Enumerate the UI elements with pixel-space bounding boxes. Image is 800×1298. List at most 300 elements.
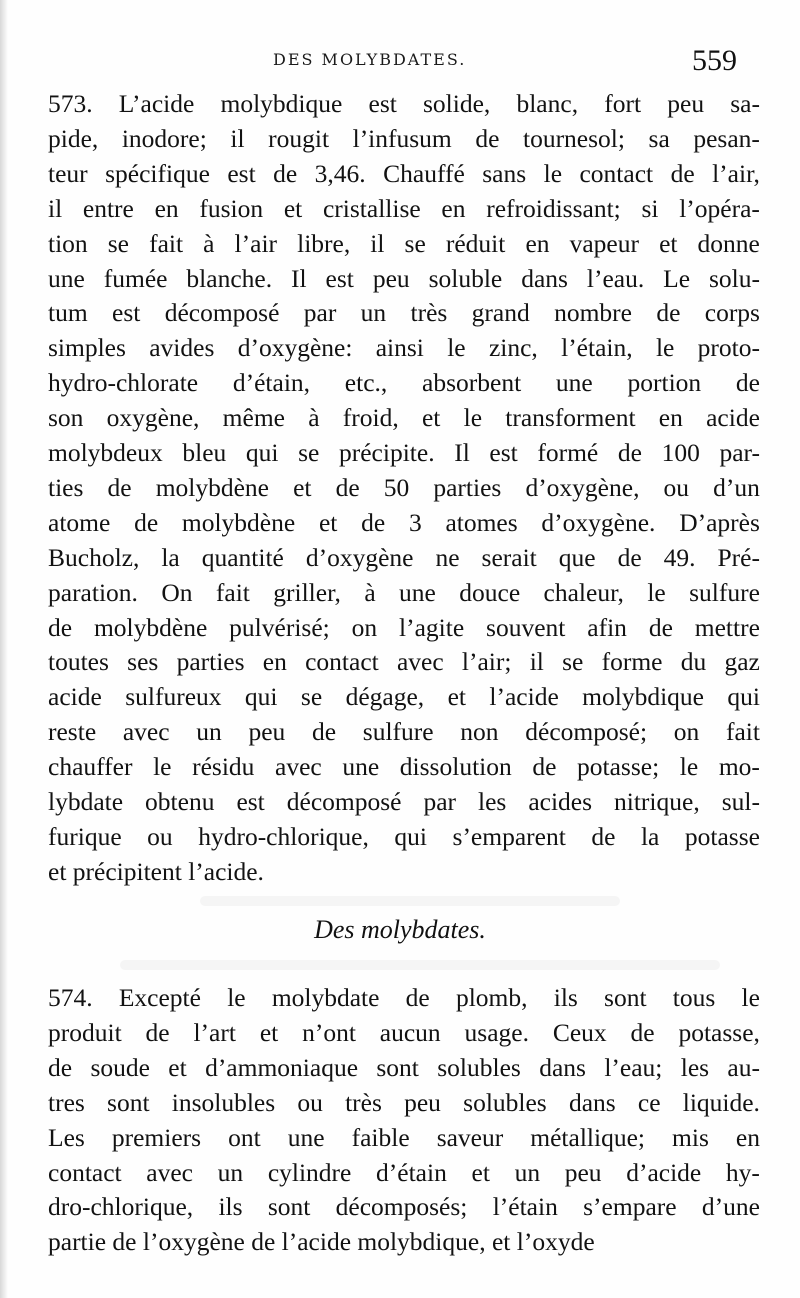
word: de <box>656 298 681 328</box>
word: par <box>423 787 457 816</box>
word: de <box>361 507 386 537</box>
word: 574. <box>48 983 93 1012</box>
word: de <box>335 472 360 502</box>
word: et <box>318 507 338 537</box>
word: Il <box>454 438 470 467</box>
word: parties <box>433 472 502 502</box>
word: de <box>48 1052 73 1082</box>
word: par <box>303 298 337 328</box>
word: teur <box>48 158 88 188</box>
word: reste <box>48 717 97 747</box>
word: tres <box>48 1087 85 1117</box>
word: il <box>370 228 385 258</box>
word: afin <box>587 612 627 642</box>
word: sul- <box>721 787 760 816</box>
word: une <box>287 1122 325 1152</box>
word: peu <box>667 89 705 118</box>
word: s’empare <box>583 1192 677 1222</box>
word: 50 <box>383 472 410 502</box>
word: avec <box>122 717 170 747</box>
word: pulvérisé; <box>229 612 330 642</box>
word: contact <box>579 158 654 188</box>
word: l’infusum <box>352 123 452 153</box>
text-line <box>48 784 760 820</box>
word: et <box>293 472 312 502</box>
word: griller, <box>273 577 341 607</box>
word: 49. <box>663 542 696 572</box>
word: se <box>298 438 320 467</box>
word: très <box>410 298 448 328</box>
word: paration. <box>48 577 138 607</box>
word: libre, <box>297 228 351 258</box>
word: douce <box>459 577 521 607</box>
word: soude <box>90 1052 150 1082</box>
text-line <box>48 1015 760 1051</box>
word: est <box>227 158 256 188</box>
text-line: et précipitent l’acide. <box>48 856 264 886</box>
word: dro-chlorique, <box>48 1192 194 1222</box>
word: une <box>399 577 436 607</box>
word: de <box>48 612 73 642</box>
word: usage. <box>464 1017 529 1047</box>
word: simples <box>48 333 126 363</box>
word: rougit <box>268 123 330 153</box>
bleed-through-ghost-text <box>120 960 720 970</box>
word: hy- <box>725 1157 760 1187</box>
word: dans <box>568 1087 616 1117</box>
word: mo- <box>718 752 760 782</box>
word: l’air; <box>461 647 512 677</box>
page-header <box>0 44 800 84</box>
word: contact <box>305 647 379 677</box>
text-line <box>48 226 760 262</box>
word: le <box>153 752 172 782</box>
word: l’air, <box>712 158 760 188</box>
word: avides <box>149 333 215 363</box>
word: peu <box>248 717 286 747</box>
word: le <box>655 333 675 363</box>
word: ou <box>663 472 690 502</box>
word: faible <box>351 1122 410 1152</box>
word: 3,46. <box>314 158 366 188</box>
running-head: DES MOLYBDATES. <box>273 50 467 69</box>
word: décomposé; <box>525 717 648 747</box>
word: sa- <box>730 89 760 118</box>
word: l’agite <box>399 612 465 642</box>
word: corps <box>704 298 760 328</box>
text-line <box>48 749 760 785</box>
word: en <box>735 1122 760 1152</box>
text-line <box>48 1120 760 1156</box>
word: précipite. <box>339 438 435 467</box>
word: pide, <box>48 123 99 153</box>
word: d’oxygène: <box>237 333 353 363</box>
word: aucun <box>379 1017 441 1047</box>
word: décomposé <box>164 298 280 328</box>
word: fort <box>604 89 642 118</box>
word: en <box>441 193 466 223</box>
word: cristallise <box>322 193 421 223</box>
text-line <box>48 191 760 227</box>
text-line <box>48 714 760 750</box>
text-line <box>48 644 760 680</box>
word: tous <box>672 983 716 1012</box>
word: un <box>196 717 222 747</box>
word: atomes <box>445 507 518 537</box>
word: décomposés; <box>335 1192 468 1222</box>
word: insolubles <box>171 1087 276 1117</box>
word: tum <box>48 298 88 328</box>
word: l’étain <box>492 1192 558 1222</box>
word: absorbent <box>422 368 522 398</box>
word: molybdique <box>220 89 343 118</box>
word: gaz <box>724 647 760 677</box>
word: solubles <box>463 1087 547 1117</box>
text-line <box>48 1155 760 1191</box>
word: l’eau; <box>604 1052 663 1082</box>
word: et <box>659 228 678 258</box>
word: ou <box>147 821 173 851</box>
word: hydro-chlorique, <box>198 821 369 851</box>
text-line <box>48 610 760 646</box>
word: de <box>273 158 298 188</box>
word: d’ammoniaque <box>205 1052 359 1082</box>
word: dégage, <box>345 682 425 712</box>
word: décomposé <box>286 787 402 816</box>
word: Chauffé <box>383 158 465 188</box>
word: Pré- <box>717 542 760 572</box>
word: non <box>460 717 499 747</box>
word: ties <box>48 472 84 502</box>
text-line <box>48 1085 760 1121</box>
word: fumée <box>103 263 168 293</box>
word: obtenu <box>145 787 215 816</box>
word: Les <box>48 1122 85 1152</box>
word: d’oxygène. <box>541 507 656 537</box>
word: en <box>154 193 179 223</box>
word: sont <box>376 1052 419 1082</box>
word: premiers <box>111 1122 202 1152</box>
text-line: partie de l’oxygène de l’acide molybdique, et l’oxyde <box>48 1227 595 1257</box>
word: d’oxygène, <box>525 472 640 502</box>
word: d’oxygène <box>305 542 414 572</box>
text-line <box>48 435 760 471</box>
word: sont <box>107 1087 150 1117</box>
text-line <box>48 505 760 541</box>
word: ses <box>127 647 159 677</box>
word: avec <box>396 647 444 677</box>
word: s’emparent <box>452 821 566 851</box>
word: de <box>475 123 500 153</box>
word: de <box>591 821 616 851</box>
word: la <box>161 542 180 572</box>
word: il <box>529 647 544 677</box>
word: dans <box>539 1052 586 1082</box>
word: plomb, <box>455 983 528 1012</box>
word: Excepté <box>118 983 201 1012</box>
word: tion <box>48 228 88 258</box>
word: molybdène <box>155 472 269 502</box>
word: potasse; <box>577 752 660 782</box>
word: zinc, <box>488 333 538 363</box>
word: 3 <box>408 507 422 537</box>
word: saveur <box>436 1122 504 1152</box>
word: le <box>463 403 483 433</box>
word: en <box>525 228 550 258</box>
word: à <box>203 228 215 258</box>
text-line <box>48 470 760 506</box>
word: inodore; <box>121 123 207 153</box>
word: une <box>555 368 593 398</box>
word: peu <box>372 263 410 293</box>
word: sans <box>482 158 527 188</box>
text-line <box>48 980 760 1016</box>
text-line <box>48 330 760 366</box>
word: du <box>680 647 707 677</box>
word: l’acide <box>489 682 559 712</box>
word: molybdate <box>271 983 380 1012</box>
word: d’un <box>713 472 760 502</box>
word: même <box>222 403 285 433</box>
word: le <box>543 158 563 188</box>
word: sa <box>648 123 670 153</box>
word: chaleur, <box>543 577 624 607</box>
word: solide, <box>423 89 491 118</box>
word: est <box>236 787 265 816</box>
word: Il <box>291 263 307 293</box>
word: de <box>735 368 760 398</box>
word: L’acide <box>118 89 195 118</box>
text-line <box>48 365 760 401</box>
word: solu- <box>709 263 760 293</box>
word: de <box>312 717 337 747</box>
word: au- <box>727 1052 760 1082</box>
word: et <box>421 403 441 433</box>
word: en <box>658 403 683 433</box>
word: molybdène <box>93 612 208 642</box>
word: 573. <box>48 89 93 118</box>
text-line <box>48 540 760 576</box>
word: à <box>364 577 376 607</box>
word: froid, <box>342 403 399 433</box>
word: résidu <box>192 752 255 782</box>
word: la <box>640 821 660 851</box>
word: le <box>741 983 760 1012</box>
word: blanc, <box>516 89 579 118</box>
word: fait <box>215 577 250 607</box>
text-line <box>48 261 760 297</box>
word: est <box>112 298 141 328</box>
word: ils <box>218 1192 243 1222</box>
word: se <box>107 228 129 258</box>
text-line <box>48 575 760 611</box>
word: etc., <box>344 368 388 398</box>
word: le <box>447 333 466 363</box>
word: pesan- <box>693 123 760 153</box>
text-line <box>48 400 760 436</box>
word: 100 <box>661 438 700 467</box>
word: et <box>259 1017 279 1047</box>
word: et <box>471 1157 490 1187</box>
word: de <box>134 507 159 537</box>
word: serait <box>481 542 537 572</box>
word: se <box>300 682 323 712</box>
word: ainsi <box>375 333 424 363</box>
word: et <box>283 193 303 223</box>
word: le <box>679 752 699 782</box>
word: solubles <box>437 1052 521 1082</box>
word: à <box>308 403 320 433</box>
text-line <box>48 679 760 715</box>
word: fait <box>725 717 760 747</box>
word: de <box>405 983 430 1012</box>
word: entre <box>82 193 134 223</box>
word: un <box>514 1157 541 1187</box>
word: liquide. <box>682 1087 760 1117</box>
word: nitrique, <box>614 787 700 816</box>
word: avec <box>275 752 322 782</box>
word: acide <box>48 682 102 712</box>
word: ne <box>435 542 460 572</box>
word: Bucholz, <box>48 542 140 572</box>
word: qui <box>245 438 279 467</box>
word: produit <box>48 1017 122 1047</box>
word: chauffer <box>48 752 133 782</box>
text-line <box>48 1189 760 1225</box>
word: de <box>617 542 642 572</box>
word: l’eau. <box>586 263 645 293</box>
word: ils <box>553 983 578 1012</box>
text-line <box>48 121 760 157</box>
word: un <box>360 298 387 328</box>
word: oxygène, <box>106 403 200 433</box>
text-line <box>48 295 760 331</box>
word: toutes <box>48 647 109 677</box>
word: les <box>478 787 507 816</box>
section-title: Des molybdates. <box>314 915 486 944</box>
word: qui <box>394 821 427 851</box>
word: est <box>325 263 354 293</box>
word: n’ont <box>302 1017 356 1047</box>
word: son <box>48 403 84 433</box>
word: peu <box>404 1087 441 1117</box>
word: ce <box>637 1087 661 1117</box>
word: par- <box>719 438 760 467</box>
word: soluble <box>428 263 503 293</box>
word: molybdique <box>582 682 704 712</box>
word: transforment <box>505 403 636 433</box>
word: on <box>673 717 700 747</box>
word: si <box>641 193 659 223</box>
word: mettre <box>694 612 760 642</box>
word: l’art <box>193 1017 236 1047</box>
word: en <box>262 647 287 677</box>
word: est <box>489 438 518 467</box>
text-line <box>48 156 760 192</box>
word: souvent <box>486 612 566 642</box>
word: parties <box>176 647 245 677</box>
word: métallique; <box>530 1122 645 1152</box>
word: portion <box>627 368 702 398</box>
word: de <box>648 612 673 642</box>
word: fait <box>149 228 184 258</box>
word: sulfureux <box>125 682 222 712</box>
word: contact <box>48 1157 122 1187</box>
word: acide <box>706 403 760 433</box>
word: il <box>230 123 245 153</box>
word: spécifique <box>105 158 210 188</box>
word: blanche. <box>186 263 273 293</box>
word: de <box>145 1017 170 1047</box>
word: refroidissant; <box>486 193 621 223</box>
word: cylindre <box>267 1157 352 1187</box>
word: le <box>647 577 666 607</box>
word: une <box>48 263 85 293</box>
word: peu <box>564 1157 602 1187</box>
word: de <box>670 158 695 188</box>
text-line <box>48 1050 760 1086</box>
word: vapeur <box>569 228 639 258</box>
word: formé <box>537 438 599 467</box>
word: se <box>404 228 426 258</box>
word: D’après <box>679 507 760 537</box>
word: l’étain, <box>561 333 633 363</box>
word: ou <box>297 1087 323 1117</box>
word: d’étain, <box>232 368 311 398</box>
word: donne <box>697 228 760 258</box>
word: on <box>351 612 378 642</box>
word: avec <box>146 1157 193 1187</box>
word: potasse <box>684 821 760 851</box>
word: Le <box>663 263 691 293</box>
word: et <box>447 682 466 712</box>
word: forme <box>601 647 663 677</box>
word: sont <box>267 1192 311 1222</box>
word: dissolution <box>399 752 512 782</box>
word: il <box>48 193 63 223</box>
page-number: 559 <box>692 44 737 77</box>
word: qui <box>727 682 760 712</box>
word: nombre <box>554 298 632 328</box>
word: sulfure <box>362 717 434 747</box>
text-line <box>48 819 760 855</box>
word: un <box>217 1157 244 1187</box>
word: ont <box>228 1122 261 1152</box>
word: proto- <box>697 333 760 363</box>
word: dans <box>521 263 568 293</box>
word: Ceux <box>552 1017 607 1047</box>
word: que <box>558 542 596 572</box>
word: l’air <box>234 228 278 258</box>
word: de <box>630 1017 655 1047</box>
word: lybdate <box>48 787 124 816</box>
word: sont <box>604 983 647 1012</box>
word: une <box>342 752 380 782</box>
bleed-through-ghost-text <box>200 896 620 906</box>
text-line <box>48 86 760 122</box>
word: bleu <box>182 438 227 467</box>
word: atome <box>48 507 111 537</box>
word: potasse, <box>678 1017 760 1047</box>
word: très <box>345 1087 382 1117</box>
word: mis <box>672 1122 709 1152</box>
word: On <box>161 577 193 607</box>
word: sulfure <box>689 577 760 607</box>
word: les <box>680 1052 710 1082</box>
word: molybdeux <box>48 438 163 467</box>
word: d’une <box>701 1192 760 1222</box>
word: le <box>227 983 246 1012</box>
